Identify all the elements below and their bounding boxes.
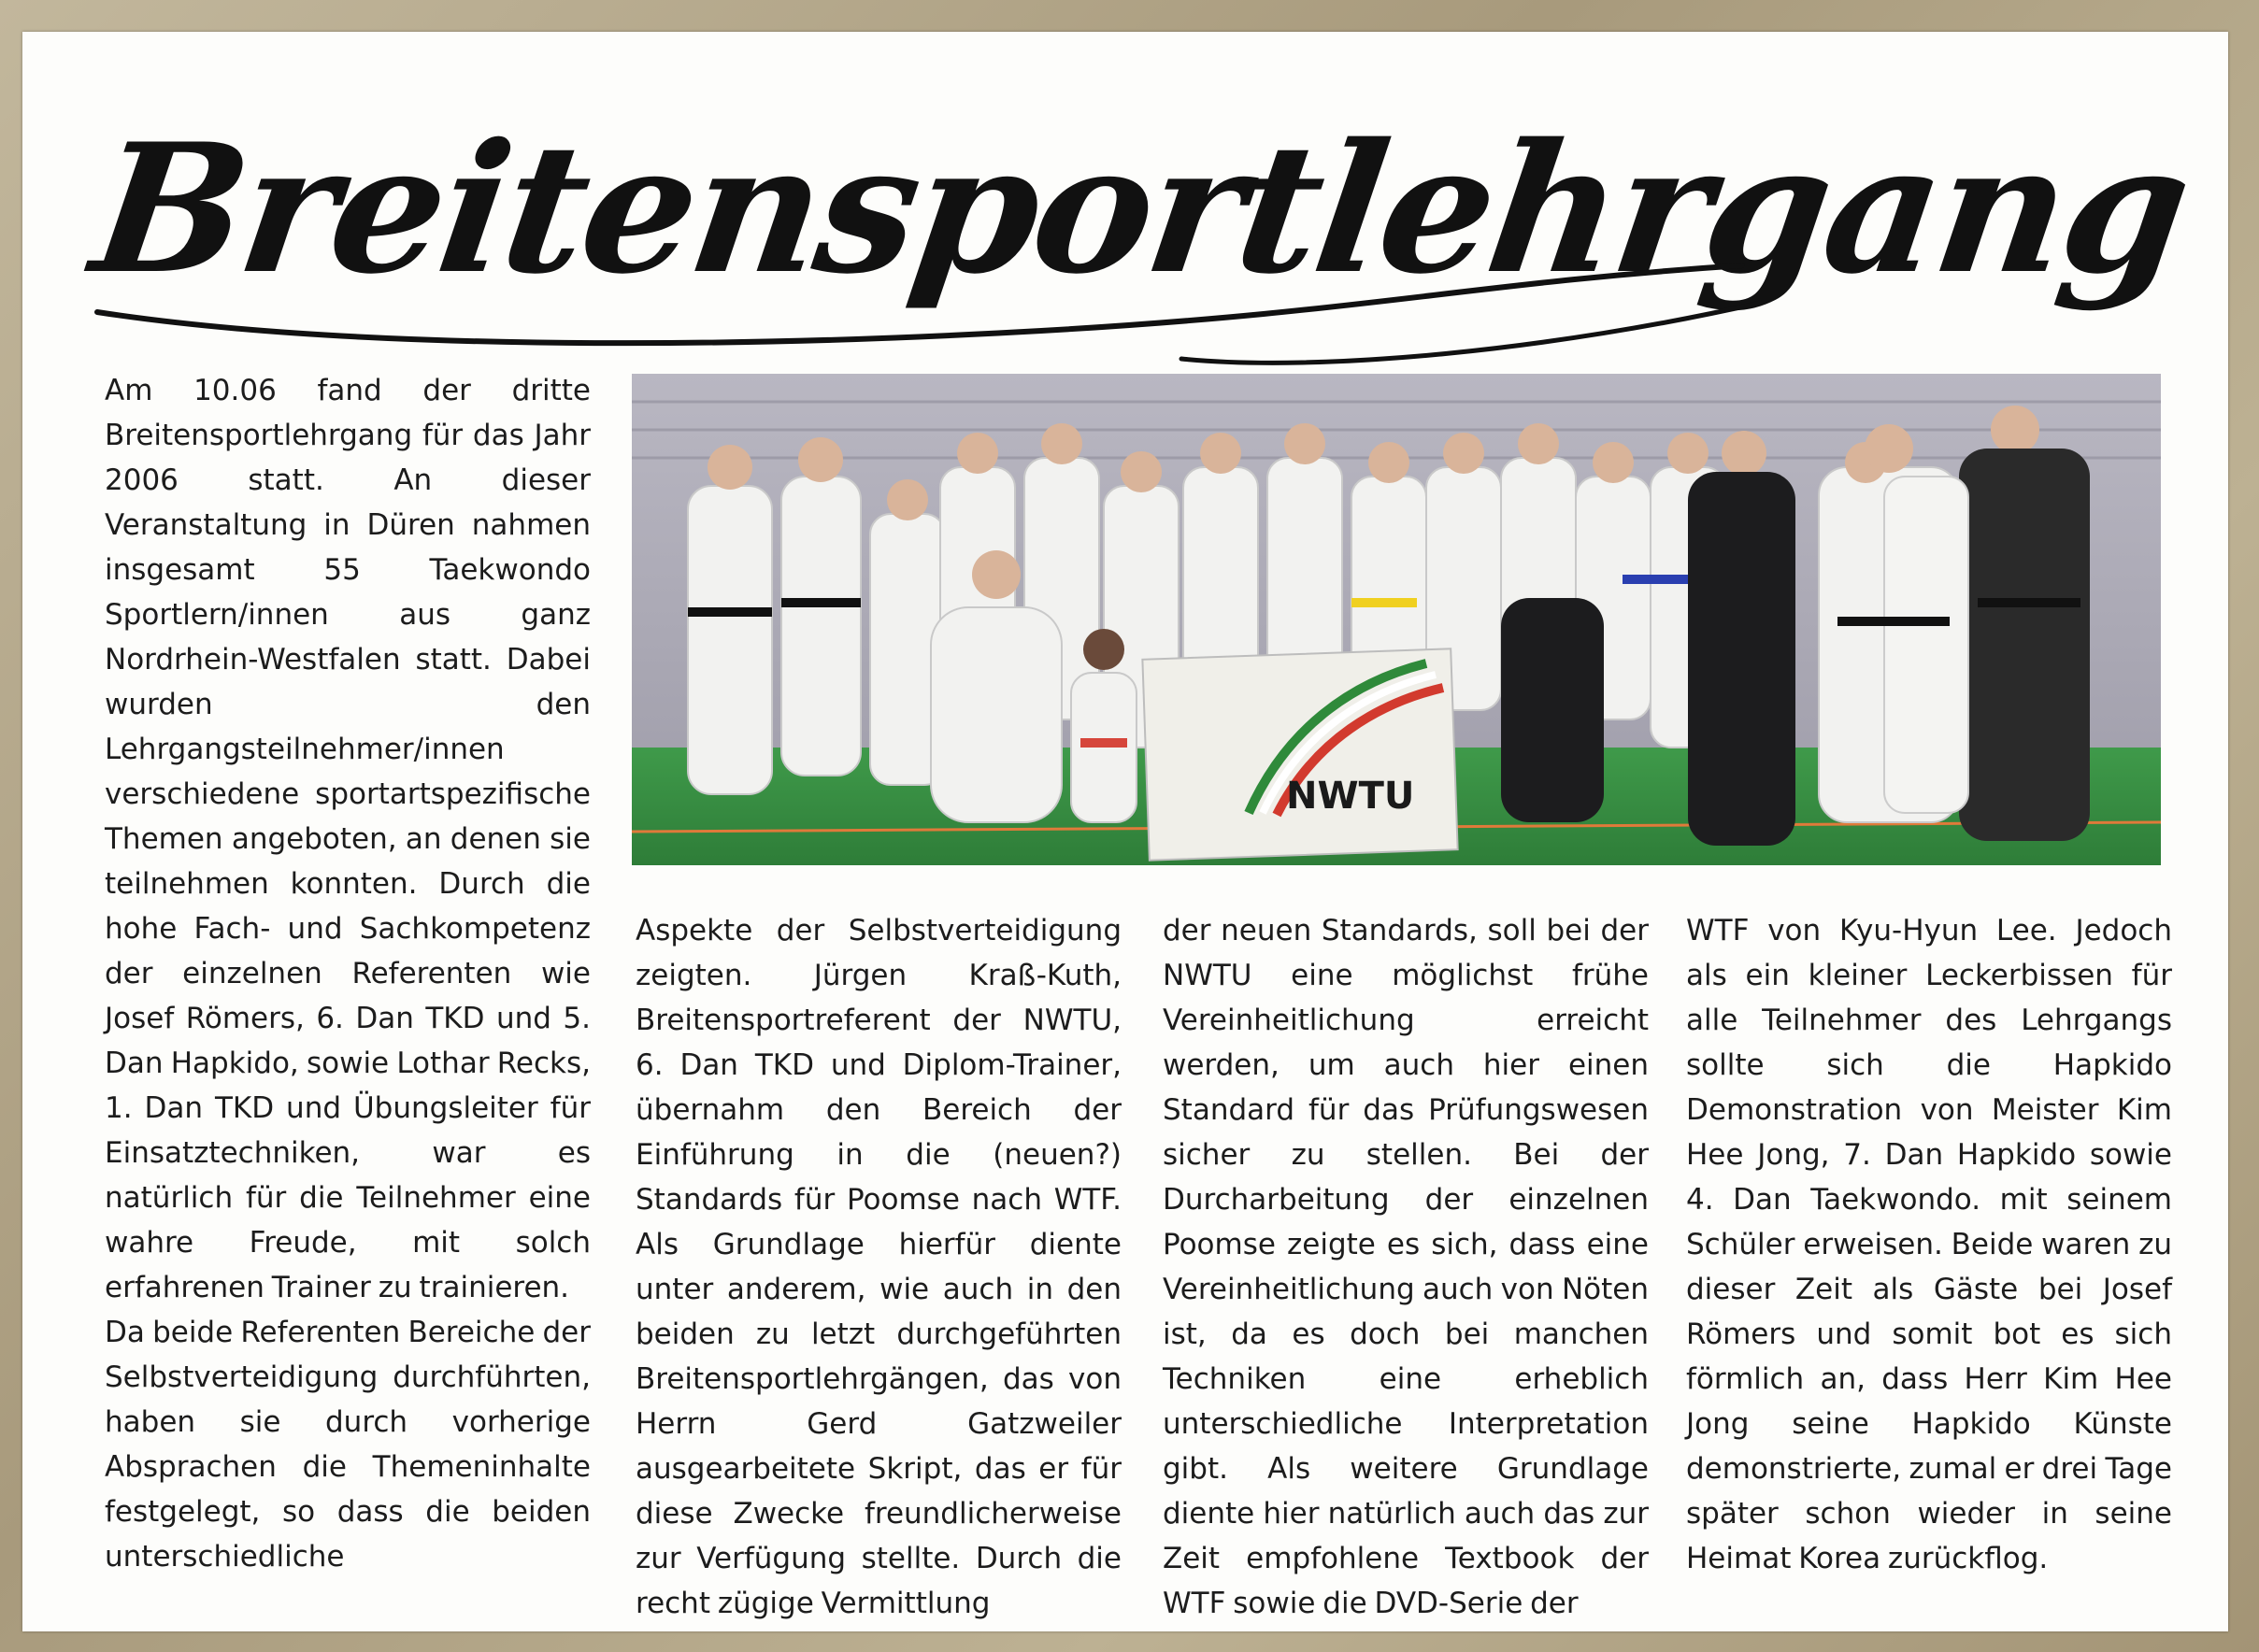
paragraph-col3: der neuen Standards, soll bei der NWTU eine möglichst frühe Vereinheitlichung erreicht werden, um auch hier einen Standard für das Prüfungswesen sicher zu stellen. Bei der Durcharbeitung der einzelnen Poomse zeigte es sich, dass eine Vereinheitlichung auch von Nöten ist, da es doch bei manchen Techniken eine erheblich unterschiedliche Interpretation gibt. Als weitere Grundlage diente hier natürlich auch das zur Zeit empfohlene Textbook der WTF sowie die DVD-Serie der: [1163, 914, 1649, 1620]
article-column-1: [105, 368, 591, 1620]
nwtu-banner: [1142, 648, 1457, 860]
paragraph-intro: Am 10.06 fand der dritte Breitensportlehrgang für das Jahr 2006 statt. An dieser Veranstaltung in Düren nahmen insgesamt 55 Taekwondo Sportlern/innen aus ganz Nordrhein-Westfalen statt. Dabei wurden den Lehrgangsteilnehmer/innen verschiedene sportartspezifische Themen angeboten, an denen sie teilnehmen konnten. Durch die hohe Fach- und Sachkompetenz der einzelnen Referenten wie Josef Römers, 6. Dan TKD und 5. Dan Hapkido, sowie Lothar Recks, 1. Dan TKD und Übungsleiter für Einsatztechniken, war es natürlich für die Teilnehmer eine wahre Freude, mit solch erfahrenen Trainer zu trainieren.: [105, 374, 591, 1304]
magazine-page: [22, 32, 2228, 1631]
group-photo: [632, 374, 2161, 865]
article-column-3: [1163, 908, 1649, 1628]
article-column-2: [636, 908, 1122, 1628]
article-title: Breitensportlehrgang: [81, 105, 2199, 313]
article-column-4: [1686, 908, 2172, 1628]
banner-text: NWTU: [1286, 775, 1415, 818]
paragraph-referents: Da beide Referenten Bereiche der Selbstverteidigung durchführten, haben sie durch vorherige Absprachen die Themeninhalte festgelegt, so dass die beiden unterschiedliche: [105, 1316, 591, 1574]
paragraph-col4: WTF von Kyu-Hyun Lee. Jedoch als ein kleiner Leckerbissen für alle Teilnehmer des Lehrgangs sollte sich die Hapkido Demonstration von Meister Kim Hee Jong, 7. Dan Hapkido sowie 4. Dan Taekwondo. mit seinem Schüler erweisen. Beide waren zu dieser Zeit als Gäste bei Josef Römers und somit bot es sich förmlich an, dass Herr Kim Hee Jong seine Hapkido Künste demonstrierte, zumal er drei Tage später schon wieder in seine Heimat Korea zurückflog.: [1686, 914, 2172, 1575]
paragraph-col2: Aspekte der Selbstverteidigung zeigten. Jürgen Kraß-Kuth, Breitensportreferent der NWTU, 6. Dan TKD und Diplom-Trainer, übernahm den Bereich der Einführung in die (neuen?) Standards für Poomse nach WTF. Als Grundlage hierfür diente unter anderem, wie auch in den beiden zu letzt durchgeführten Breitensportlehrgängen, das von Herrn Gerd Gatzweiler ausgearbeitete Skript, das er für diese Zwecke freundlicherweise zur Verfügung stellte. Durch die recht zügige Vermittlung: [636, 914, 1122, 1620]
title-swash-decoration: [60, 247, 1817, 377]
